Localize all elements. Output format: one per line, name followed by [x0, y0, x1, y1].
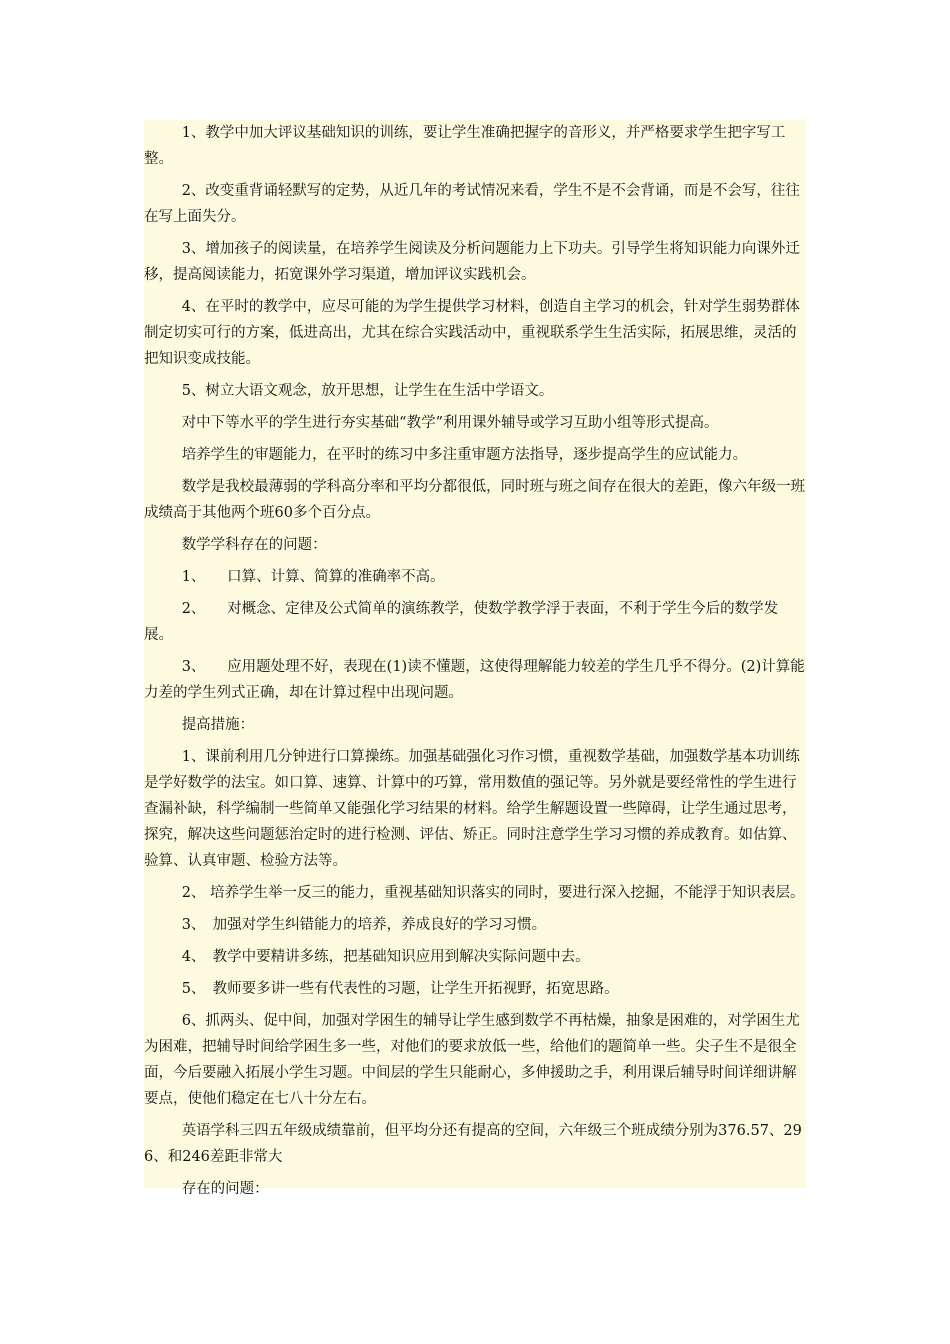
paragraph-14: 1、课前利用几分钟进行口算操练。加强基础强化习作习惯，重视数学基础，加强数学基本功训练是学好数学的法宝。如口算、速算、计算中的巧算，常用数值的强记等。另外就是要经常性的学生进行查漏补缺，科学编制一些简单又能强化学习结果的材料。给学生解题设置一些障碍，让学生通过思考，探究，解决这些问题惩治定时的进行检测、评估、矫正。同时注意学生学习习惯的养成教育。如估算、验算、认真审题、检验方法等。 [144, 749, 800, 869]
paragraph-12: 3、 应用题处理不好，表现在(1)读不懂题，这使得理解能力较差的学生几乎不得分。(2)计算能力差的学生列式正确，却在计算过程中出现问题。 [144, 659, 805, 701]
paragraph-15: 2、 培养学生举一反三的能力，重视基础知识落实的同时，要进行深入挖掘，不能浮于知识表层。 [181, 885, 805, 901]
paragraph-3: 3、增加孩子的阅读量，在培养学生阅读及分析问题能力上下功夫。引导学生将知识能力向课外迁移，提高阅读能力，拓宽课外学习渠道，增加评议实践机会。 [144, 241, 800, 283]
paragraph-16: 3、 加强对学生纠错能力的培养，养成良好的学习习惯。 [181, 917, 547, 933]
paragraph-6: 对中下等水平的学生进行夯实基础“教学”利用课外辅导或学习互助小组等形式提高。 [181, 415, 719, 431]
paragraph-11: 2、 对概念、定律及公式简单的演练教学，使数学教学浮于表面，不利于学生今后的数学发展。 [144, 601, 779, 643]
paragraph-18: 5、 教师要多讲一些有代表性的习题，让学生开拓视野，拓宽思路。 [181, 981, 619, 997]
paragraph-2: 2、改变重背诵轻默写的定势，从近几年的考试情况来看，学生不是不会背诵，而是不会写，往往在写上面失分。 [144, 183, 800, 225]
document-body [144, 120, 806, 1197]
paragraph-20: 英语学科三四五年级成绩靠前，但平均分还有提高的空间，六年级三个班成绩分别为376.57、296、和246差距非常大 [144, 1123, 802, 1165]
paragraph-4: 4、在平时的教学中，应尽可能的为学生提供学习材料，创造自主学习的机会，针对学生弱势群体制定切实可行的方案，低进高出，尤其在综合实践活动中，重视联系学生生活实际，拓展思维，灵活的把知识变成技能。 [144, 299, 800, 367]
paragraph-10: 1、 口算、计算、简算的准确率不高。 [181, 569, 445, 585]
paragraph-8: 数学是我校最薄弱的学科高分率和平均分都很低，同时班与班之间存在很大的差距，像六年级一班成绩高于其他两个班60多个百分点。 [144, 479, 806, 521]
paragraph-5: 5、树立大语文观念，放开思想，让学生在生活中学语文。 [181, 383, 554, 399]
paragraph-17: 4、 教学中要精讲多练，把基础知识应用到解决实际问题中去。 [181, 949, 590, 965]
paragraph-13: 提高措施： [181, 717, 255, 733]
paragraph-21: 存在的问题： [181, 1181, 269, 1197]
paragraph-19: 6、抓两头、促中间，加强对学困生的辅导让学生感到数学不再枯燥，抽象是困难的，对学困生尤为困难，把辅导时间给学困生多一些，对他们的要求放低一些，给他们的题简单一些。尖子生不是很全面，今后要融入拓展小学生习题。中间层的学生只能耐心，多伸援助之手，利用课后辅导时间详细讲解要点，使他们稳定在七八十分左右。 [144, 1013, 800, 1107]
paragraph-7: 培养学生的审题能力，在平时的练习中多注重审题方法指导，逐步提高学生的应试能力。 [181, 447, 748, 463]
paragraph-1: 1、教学中加大评议基础知识的训练，要让学生准确把握字的音形义，并严格要求学生把字写工整。 [144, 125, 786, 167]
paragraph-9: 数学学科存在的问题： [181, 537, 327, 553]
